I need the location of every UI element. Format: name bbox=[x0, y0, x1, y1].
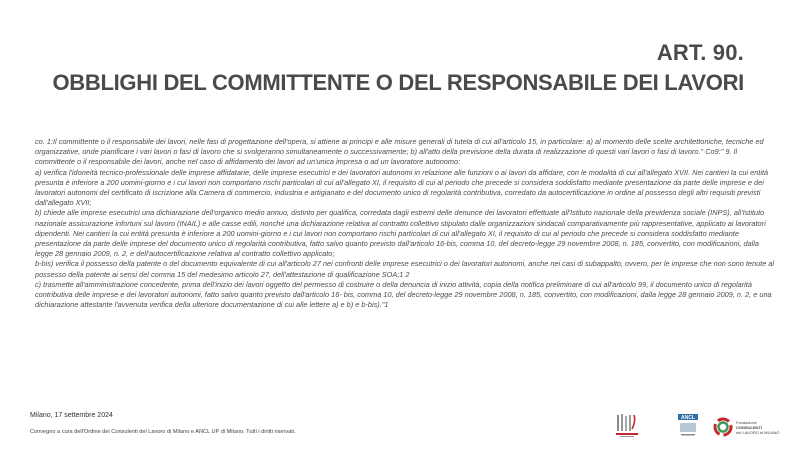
fondazione-logo-icon bbox=[712, 414, 792, 440]
article-number-title: ART. 90. bbox=[656, 40, 744, 65]
ancl-label: ANCL bbox=[681, 415, 695, 421]
article-heading-title: OBBLIGHI DEL COMMITTENTE O DEL RESPONSABILE DEI LAVORI bbox=[52, 70, 744, 95]
paragraph-c: c) trasmette all'amministrazione concedente, prima dell'inizio dei lavori oggetto del permesso di costruire o della denuncia di inizio attività, copia della notifica preliminare di cui all'articolo 99, il documento unico di regolarità contributiva delle imprese e dei lavoratori autonomi, fatto salvo quanto previsto dall'articolo 16- bis, comma 10, del decreto-legge 29 novembre 2008, n. 185, convertito, con modificazioni, dalla legge 28 gennaio 2009, n. 2, e una dichiarazione attestante l'avvenuta verifica della ulteriore documentazione di cui alle lettere a) e b) e b-bis)."1 bbox=[35, 279, 772, 310]
article-body bbox=[35, 137, 777, 310]
paragraph-b-bis: b-bis) verifica il possesso della patente o del documento equivalente di cui all'articolo 27 nei confronti delle imprese esecutrici o dei lavoratori autonomi, anche nei casi di subappalto, ovvero, per le imprese che non sono tenute al possesso della patente ai sensi del comma 15 del medesimo articolo 27, dell'attestazione di qualificazione SOA;1 2 bbox=[35, 259, 775, 279]
ordine-consulenti-logo-icon bbox=[614, 411, 640, 439]
paragraph-a: a) verifica l'idoneità tecnico-professionale delle imprese affidatarie, delle imprese esecutrici e dei lavoratori autonomi in relazione alle funzioni o ai lavori da affidare, con le modalità di cui all'allegato XVII. Nei cantieri la cui entità presunta è inferiore a 200 uomini-giorno e i cui lavori non comportano rischi particolari di cui all'allegato XI, il requisito di cui al periodo che precede si considera soddisfatto mediante presentazione da parte delle imprese e dei lavoratori autonomi del certificato di iscrizione alla Camera di commercio, industria e artigianato e del documento unico di regolarità contributiva, corredato da autocertificazione in ordine al possesso degli altri requisiti previsti dall'allegato XVII; bbox=[35, 167, 769, 208]
svg-text:CONSULENTI: CONSULENTI bbox=[736, 425, 762, 430]
footer-note: Convegno a cura dell'Ordine dei Consulenti del Lavoro di Milano e ANCL UP di Milano. Tutti i diritti riservati. bbox=[30, 429, 296, 435]
event-date: Milano, 17 settembre 2024 bbox=[30, 412, 113, 419]
paragraph-co1: co. 1:Il committente o il responsabile dei lavori, nelle fasi di progettazione dell'opera, si attiene ai principi e alle misure generali di tutela di cui all'articolo 15, in particolare: a) al momento delle scelte architettoniche, tecniche ed organizzative, onde pianificare i vari lavori o fasi di lavoro che si svolgeranno simultaneamente o successivamente; b) all'atto della previsione della durata di realizzazione di questi vari lavori o fasi di lavoro." Co9:" 9. Il committente o il responsabile dei lavori, anche nel caso di affidamento dei lavori ad un'unica impresa o ad un lavoratore autonomo: bbox=[35, 137, 764, 167]
paragraph-b: b) chiede alle imprese esecutrici una dichiarazione dell'organico medio annuo, distinto per qualifica, corredata dagli estremi delle denunce dei lavoratori effettuate all'Istituto nazionale della previdenza sociale (INPS), all'Istituto nazionale assicurazione infortuni sul lavoro (INAIL) e alle casse edili, nonché una dichiarazione relativa al contratto collettivo stipulato dalle organizzazioni sindacali comparativamente più rappresentative, applicato ai lavoratori dipendenti. Nei cantieri la cui entità presunta è inferiore a 200 uomini-giorno e i cui lavori non comportano rischi particolari di cui all'allegato XI, il requisito di cui al periodo che precede si considera soddisfatto mediante presentazione da parte delle imprese del documento unico di regolarità contributiva, fatto salvo quanto previsto dall'articolo 16-bis, comma 10, del decreto-legge 29 novembre 2008, n. 185, convertito, con modificazioni, dalla legge 28 gennaio 2009, n. 2, e dell'autocertificazione relativa al contratto collettivo applicato; bbox=[35, 208, 766, 259]
ancl-logo-icon bbox=[676, 411, 700, 439]
svg-text:del LAVORO di MILANO: del LAVORO di MILANO bbox=[736, 430, 780, 435]
svg-text:Fondazione: Fondazione bbox=[736, 420, 757, 425]
